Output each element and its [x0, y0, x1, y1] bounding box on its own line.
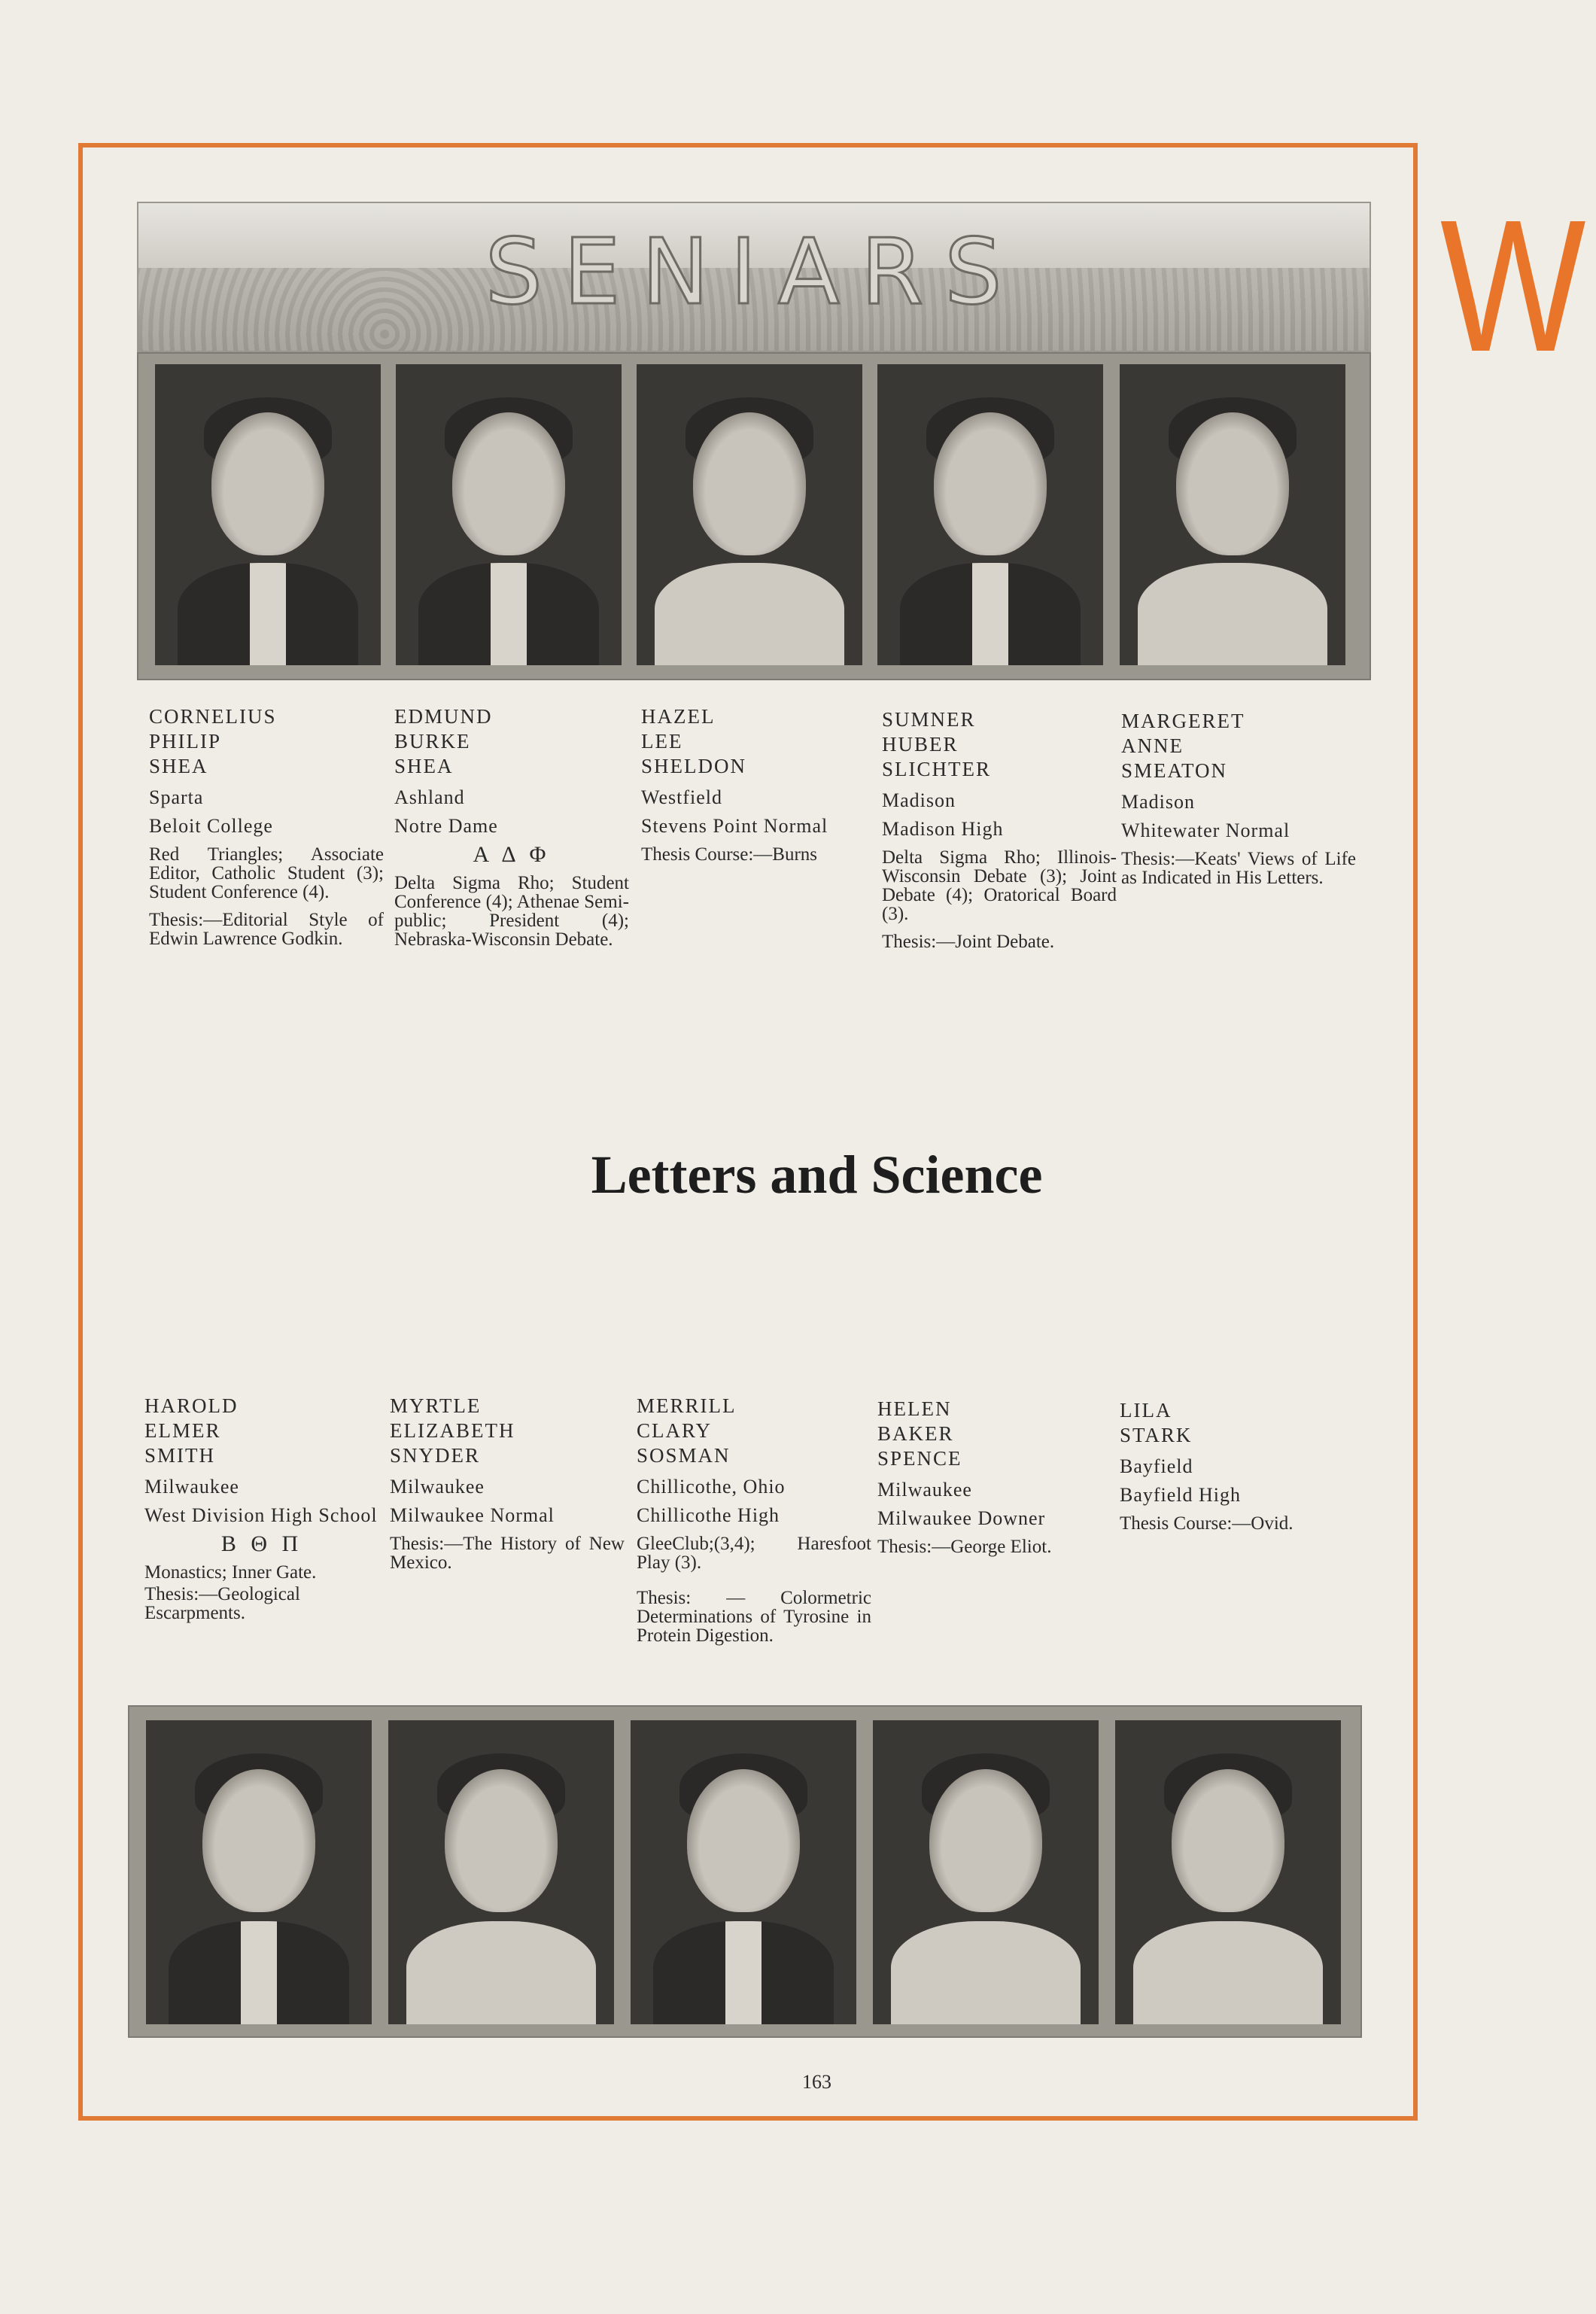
portrait-blouse [891, 1921, 1081, 2024]
student-thesis: Thesis:—Geological Escarpments. [144, 1584, 300, 1623]
student-name-middle: BURKE [394, 730, 471, 753]
student-name-middle: CLARY [637, 1419, 713, 1442]
student-thesis: Thesis Course:—Ovid. [1120, 1513, 1294, 1534]
student-entry [877, 1397, 1112, 1556]
portrait-face [445, 1769, 558, 1912]
portrait-face [693, 412, 806, 555]
student-name-first: LILA [1120, 1399, 1172, 1422]
portrait-suit [653, 1921, 834, 2024]
portrait-photo [146, 1720, 372, 2024]
student-name-first: CORNELIUS [149, 705, 277, 728]
student-name-first: MARGERET [1121, 710, 1245, 732]
student-name-last: STARK [1120, 1424, 1193, 1446]
student-name-first: MERRILL [637, 1394, 737, 1417]
fraternity-letters: Β Θ Π [220, 1531, 303, 1556]
portrait-blouse [655, 563, 844, 665]
portrait-photo [1115, 1720, 1341, 2024]
student-activities: GleeClub;(3,4); Haresfoot Play (3). [637, 1534, 871, 1573]
student-name-middle: BAKER [877, 1422, 954, 1445]
student-hometown: Chillicothe, Ohio [637, 1476, 786, 1498]
student-hometown: Madison [1121, 791, 1195, 813]
student-name-middle: PHILIP [149, 730, 222, 753]
student-name-middle: LEE [641, 730, 683, 753]
portrait-face [687, 1769, 800, 1912]
portrait-photo [396, 364, 622, 665]
portrait-face [1172, 1769, 1284, 1912]
student-name-last: SHEA [394, 755, 454, 777]
bottom-photo-strip [128, 1705, 1362, 2038]
student-thesis: Thesis:—Joint Debate. [882, 932, 1055, 952]
portrait-suit [900, 563, 1081, 665]
student-school: Chillicothe High [637, 1504, 780, 1526]
student-hometown: Westfield [641, 786, 722, 808]
student-name-last: SMITH [144, 1444, 216, 1467]
student-thesis: Thesis:—Editorial Style of Edwin Lawrence Godkin. [149, 910, 384, 949]
student-school: Milwaukee Normal [390, 1504, 555, 1526]
student-name-last: SMEATON [1121, 759, 1228, 782]
portrait-photo [873, 1720, 1099, 2024]
fraternity-letters: Α Δ Φ [473, 842, 551, 867]
portrait-photo [877, 364, 1103, 665]
student-name-first: EDMUND [394, 705, 493, 728]
portrait-face [934, 412, 1047, 555]
student-hometown: Milwaukee [390, 1476, 485, 1498]
top-photo-strip [137, 352, 1371, 680]
student-entry [641, 704, 876, 864]
portrait-photo [155, 364, 381, 665]
page-number: 163 [802, 2071, 831, 2093]
seniors-banner [137, 202, 1371, 352]
student-name-first: MYRTLE [390, 1394, 482, 1417]
student-name-middle: ELIZABETH [390, 1419, 515, 1442]
student-school: West Division High School [144, 1504, 378, 1526]
student-activities: Red Triangles; Associate Editor, Catholic Student (3); Student Conference (4). [149, 844, 384, 902]
student-hometown: Madison [882, 789, 956, 811]
student-name-last: SHEA [149, 755, 208, 777]
student-thesis: Thesis:—The History of New Mexico. [390, 1534, 625, 1573]
student-entry [1121, 709, 1356, 887]
student-activities: Delta Sigma Rho; Illinois-Wisconsin Debate (3); Joint Debate (4); Oratorical Board (3). [882, 847, 1117, 924]
student-name-last: SOSMAN [637, 1444, 731, 1467]
student-entry [149, 704, 384, 948]
student-entry [390, 1394, 625, 1572]
student-school: Beloit College [149, 815, 273, 837]
portrait-face [202, 1769, 315, 1912]
student-name-first: HELEN [877, 1397, 952, 1420]
student-thesis: Thesis: — Colormetric Determinations of Tyrosine in Protein Digestion. [637, 1588, 871, 1646]
portrait-face [929, 1769, 1042, 1912]
student-hometown: Sparta [149, 786, 204, 808]
student-entry [637, 1394, 871, 1645]
portrait-suit [418, 563, 599, 665]
portrait-blouse [1138, 563, 1327, 665]
student-name-middle: ANNE [1121, 734, 1184, 757]
student-name-first: SUMNER [882, 708, 976, 731]
student-thesis: Thesis Course:—Burns [641, 844, 818, 865]
student-school: Notre Dame [394, 815, 498, 837]
student-entry [394, 704, 629, 949]
student-school: Whitewater Normal [1121, 819, 1290, 841]
portrait-suit [178, 563, 358, 665]
student-thesis: Thesis:—George Eliot. [877, 1537, 1052, 1557]
student-name-middle: ELMER [144, 1419, 221, 1442]
portrait-suit [169, 1921, 349, 2024]
portrait-blouse [1133, 1921, 1323, 2024]
student-name-first: HAROLD [144, 1394, 239, 1417]
portrait-face [1176, 412, 1289, 555]
portrait-photo [631, 1720, 856, 2024]
section-heading: Letters and Science [591, 1145, 1043, 1205]
portrait-face [211, 412, 324, 555]
portrait-blouse [406, 1921, 596, 2024]
portrait-photo [1120, 364, 1345, 665]
student-school: Bayfield High [1120, 1484, 1242, 1506]
student-activities: Monastics; Inner Gate. [144, 1562, 317, 1583]
student-hometown: Ashland [394, 786, 465, 808]
student-hometown: Bayfield [1120, 1455, 1193, 1477]
student-entry [882, 707, 1117, 951]
student-name-last: SHELDON [641, 755, 746, 777]
student-name-middle: HUBER [882, 733, 959, 756]
student-hometown: Milwaukee [877, 1479, 972, 1501]
student-name-last: SNYDER [390, 1444, 481, 1467]
portrait-face [452, 412, 565, 555]
student-school: Stevens Point Normal [641, 815, 828, 837]
banner-title: SENIARS [485, 220, 1023, 325]
student-entry [1120, 1398, 1354, 1533]
student-thesis: Thesis:—Keats' Views of Life as Indicated in His Letters. [1121, 849, 1356, 888]
student-entry [144, 1394, 379, 1622]
portrait-photo [388, 1720, 614, 2024]
student-hometown: Milwaukee [144, 1476, 239, 1498]
portrait-photo [637, 364, 862, 665]
student-school: Milwaukee Downer [877, 1507, 1046, 1529]
student-name-last: SPENCE [877, 1447, 962, 1470]
student-activities: Delta Sigma Rho; Student Conference (4); Athenae Semi-public; President (4); Nebraska-Wisconsin Debate. [394, 873, 629, 950]
section-tab-letter: W [1440, 181, 1586, 391]
student-name-first: HAZEL [641, 705, 716, 728]
student-name-last: SLICHTER [882, 758, 992, 780]
student-school: Madison High [882, 818, 1004, 840]
